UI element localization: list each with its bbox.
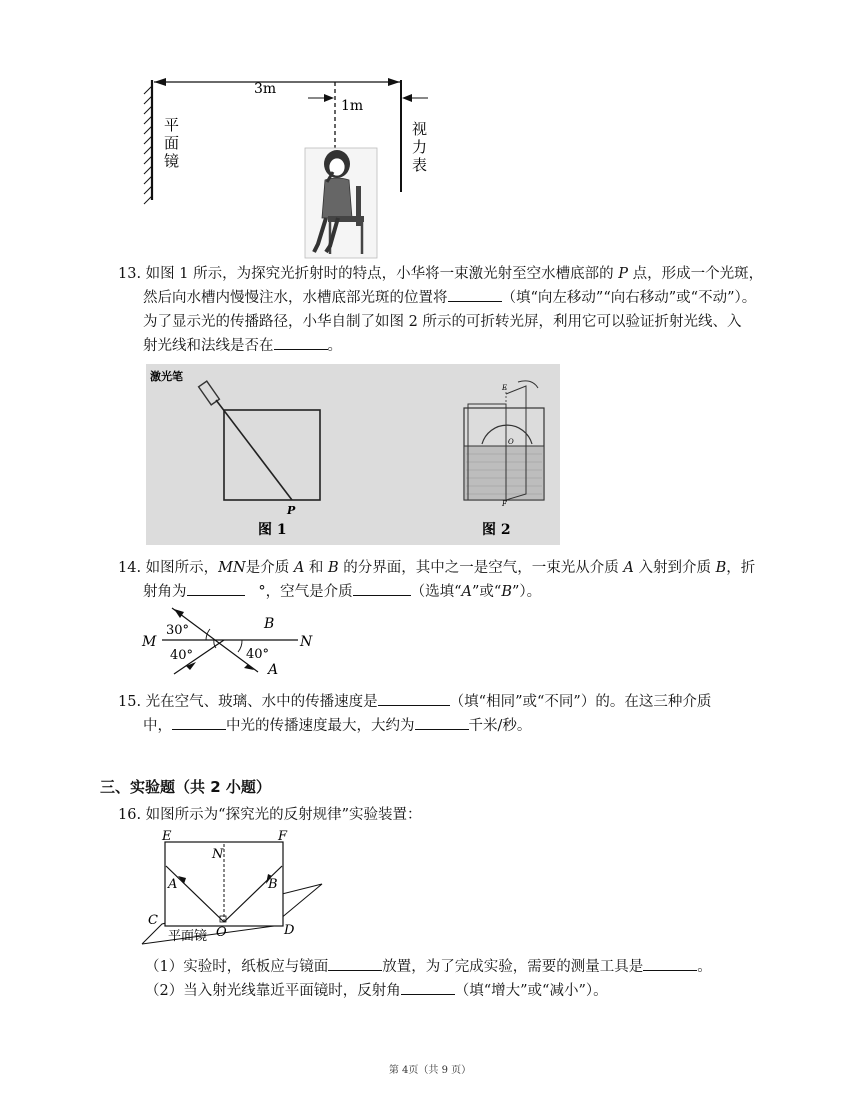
q16-number: 16. bbox=[118, 807, 142, 823]
fig1-caption: 图 1 bbox=[258, 522, 287, 538]
label-m: M bbox=[142, 634, 157, 650]
fig2-f-label: F bbox=[502, 500, 507, 508]
q13-line1: 13. 如图 1 所示，为探究光折射时的特点，小华将一束激光射至空水槽底部的 P 点，形成一个光斑， bbox=[118, 266, 764, 282]
q14-line2: 射角为 °，空气是介质 （选填“A”或“B”）。 bbox=[143, 580, 541, 604]
label-d: D bbox=[284, 923, 295, 938]
q14-line1: 14. 如图所示，MN是介质 A 和 B 的分界面，其中之一是空气，一束光从介质 A 入射到介质 B，折 bbox=[118, 560, 756, 576]
q13-number: 13. bbox=[118, 266, 142, 282]
q15-line1: 15. 光在空气、玻璃、水中的传播速度是 （填“相同”或“不同”）的。在这三种介质 bbox=[118, 690, 711, 714]
label-b: B bbox=[268, 877, 278, 892]
dist-1m-label: 1m bbox=[341, 98, 364, 114]
q13-figure bbox=[146, 364, 560, 545]
label-f: F bbox=[278, 829, 288, 844]
label-a: A bbox=[168, 877, 178, 892]
laser-pen-label: 激光笔 bbox=[150, 370, 183, 383]
point-p-label: P bbox=[287, 504, 296, 517]
q13-answer-blank-2[interactable] bbox=[274, 334, 328, 350]
page-footer: 第 4页（共 9 页） bbox=[388, 1065, 472, 1076]
label-b: B bbox=[264, 616, 275, 632]
eye-test-figure bbox=[130, 68, 440, 260]
q15-number: 15. bbox=[118, 694, 142, 710]
seated-person-picture bbox=[305, 148, 377, 258]
q14-figure bbox=[140, 604, 320, 680]
fig2-caption: 图 2 bbox=[482, 522, 511, 538]
fig2-o-label: O bbox=[508, 438, 514, 446]
q13-line2: 然后向水槽内慢慢注水，水槽底部光斑的位置将 （填“向左移动”“向右移动”或“不动”）。 bbox=[143, 286, 756, 310]
q16-answer-blank-1[interactable] bbox=[328, 955, 382, 971]
q16-answer-blank-3[interactable] bbox=[401, 979, 455, 995]
q14-answer-blank-2[interactable] bbox=[353, 580, 411, 596]
q15-answer-blank-2[interactable] bbox=[172, 714, 226, 730]
label-o: O bbox=[216, 925, 227, 940]
q15-answer-blank-1[interactable] bbox=[378, 690, 450, 706]
q16-stem: 16. 如图所示为“探究光的反射规律”实验装置： bbox=[118, 807, 422, 823]
q16-sub2: （2）当入射光线靠近平面镜时，反射角 （填“增大”或“减小”）。 bbox=[145, 979, 608, 1003]
q15-line2: 中， 中光的传播速度最大，大约为 千米/秒。 bbox=[143, 714, 531, 738]
plane-mirror-label: 平面镜 bbox=[168, 929, 208, 944]
label-a: A bbox=[268, 662, 279, 678]
chart-label: 视力表 bbox=[412, 120, 428, 174]
dist-3m-label: 3m bbox=[254, 81, 277, 97]
label-n: N bbox=[212, 847, 224, 862]
angle-30-label: 30° bbox=[166, 623, 190, 638]
q14-number: 14. bbox=[118, 560, 142, 576]
q13-line3: 为了显示光的传播路径，小华自制了如图 2 所示的可折转光屏，利用它可以验证折射光线、入 bbox=[143, 314, 742, 330]
q16-answer-blank-2[interactable] bbox=[643, 955, 697, 971]
angle-40-right-label: 40° bbox=[246, 647, 270, 662]
q16-sub1: （1）实验时，纸板应与镜面 放置，为了完成实验，需要的测量工具是 。 bbox=[145, 955, 712, 979]
q15-answer-blank-3[interactable] bbox=[415, 714, 469, 730]
q14-answer-blank-1[interactable] bbox=[187, 580, 245, 596]
q13-answer-blank-1[interactable] bbox=[448, 286, 502, 302]
angle-40-left-label: 40° bbox=[170, 648, 194, 663]
q13-line4: 射光线和法线是否在 。 bbox=[143, 334, 342, 358]
section-heading: 三、实验题（共 2 小题） bbox=[100, 778, 271, 796]
q16-figure bbox=[138, 828, 328, 950]
mirror-label: 平面镜 bbox=[164, 116, 180, 170]
label-e: E bbox=[162, 829, 172, 844]
label-n: N bbox=[300, 634, 313, 650]
label-c: C bbox=[148, 913, 158, 928]
fig2-e-label: E bbox=[502, 384, 508, 392]
